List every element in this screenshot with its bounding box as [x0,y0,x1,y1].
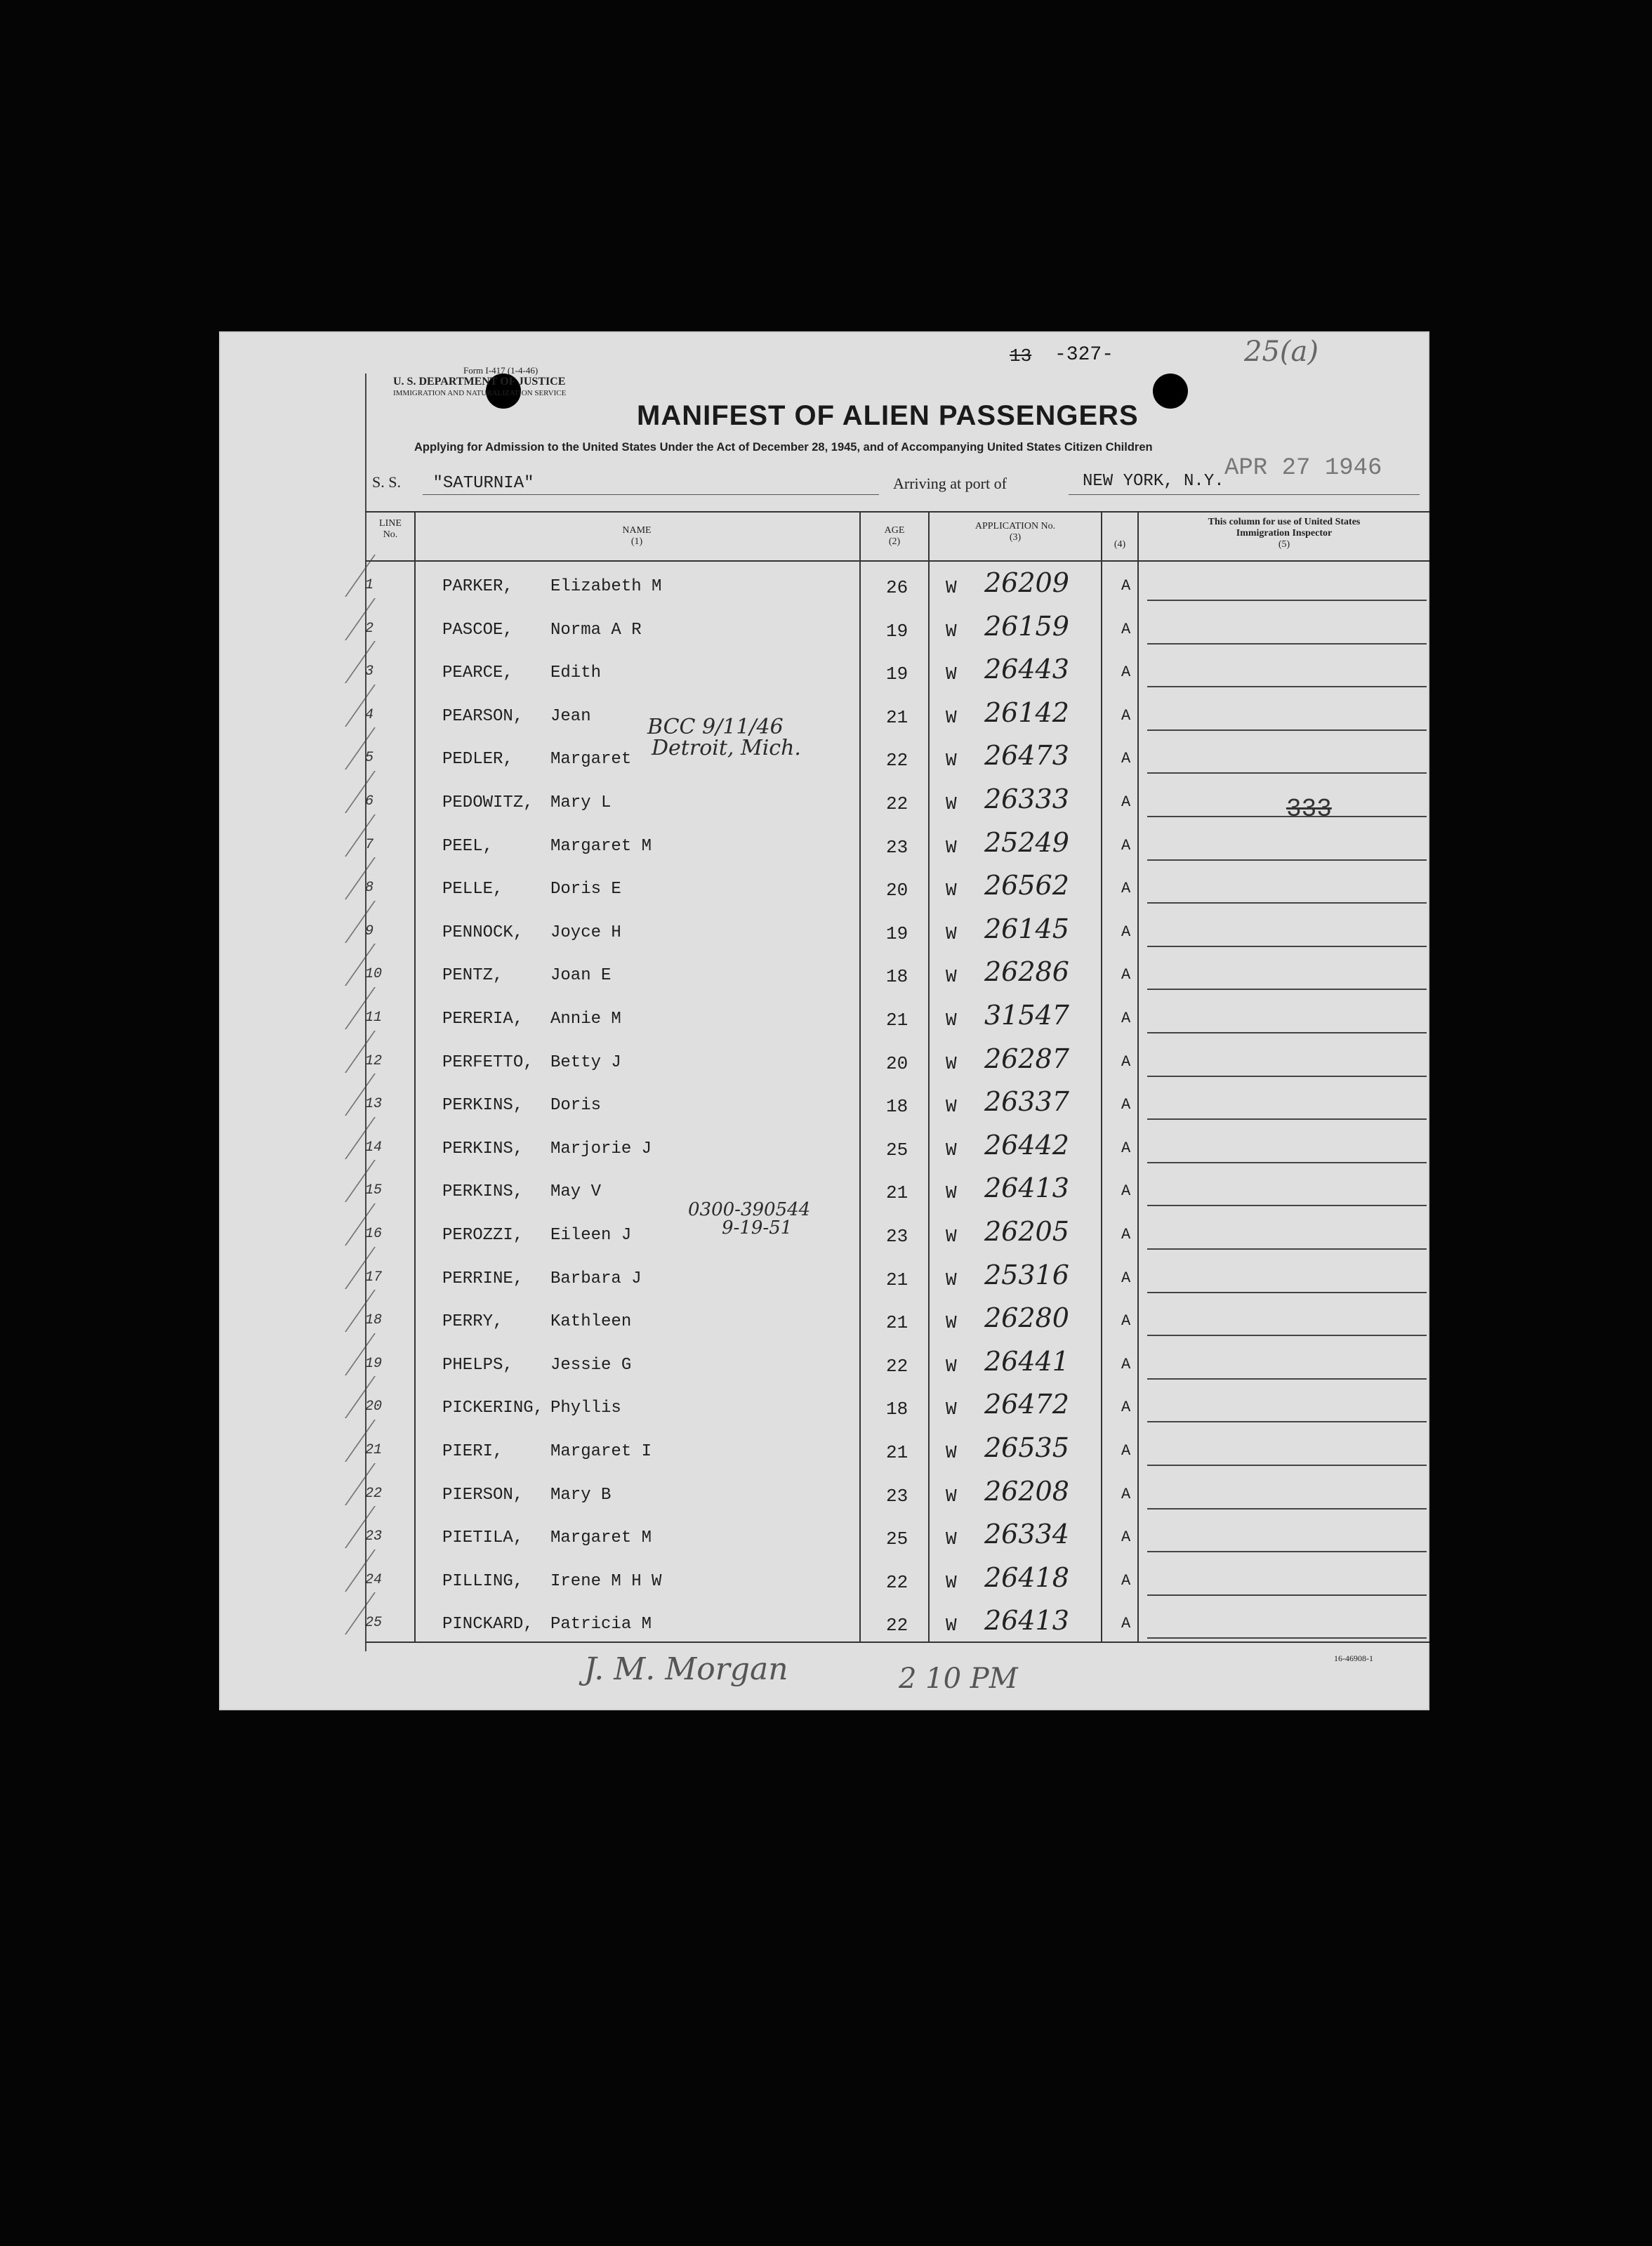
application-prefix: W [946,1399,957,1420]
passenger-given-names: Joan E [550,966,612,986]
application-prefix: W [946,1571,957,1593]
application-number: 26413 [984,1172,1069,1204]
class-code: A [1121,1528,1131,1547]
inspector-entry-line [1147,1421,1427,1422]
line-number: 24 [365,1571,383,1588]
class-code: A [1121,750,1131,768]
inspector-entry-line [1147,1118,1427,1120]
passenger-surname: PARKER, [442,577,513,596]
passenger-given-names: Annie M [550,1010,621,1029]
class-code: A [1121,966,1131,984]
application-prefix: W [946,706,957,728]
passenger-surname: PENTZ, [442,966,503,986]
application-prefix: W [946,1528,957,1550]
application-number: 26280 [984,1302,1069,1334]
application-prefix: W [946,1442,957,1463]
manifest-page [219,331,1429,1710]
line-number: 9 [365,923,374,939]
table-row [219,1601,1429,1644]
passenger-age: 21 [886,1269,908,1290]
passenger-given-names: Doris [550,1096,602,1116]
passenger-surname: PEARSON, [442,706,524,726]
passenger-given-names: Mary B [550,1485,612,1505]
passenger-given-names: Joyce H [550,923,621,942]
class-code: A [1121,836,1131,854]
line-number: 16 [365,1226,383,1242]
arrival-date-stamp: APR 27 1946 [1224,455,1382,482]
passenger-surname: PEDLER, [442,750,513,769]
note-detroit: Detroit, Mich. [652,736,801,760]
application-prefix: W [946,1182,957,1204]
class-code: A [1121,1010,1131,1027]
line-number: 12 [365,1052,383,1069]
port-label: Arriving at port of [893,475,1007,492]
page-number-struck: 13 [1010,345,1032,366]
passenger-surname: PERERIA, [442,1010,524,1029]
application-number: 26472 [984,1389,1069,1420]
passenger-given-names: Kathleen [550,1312,632,1332]
inspector-entry-line [1147,902,1427,904]
application-prefix: W [946,1052,957,1074]
passenger-age: 21 [886,1010,908,1031]
passenger-age: 22 [886,750,908,772]
passenger-age: 25 [886,1528,908,1550]
passenger-surname: PERKINS, [442,1182,524,1202]
passenger-surname: PERKINS, [442,1096,524,1116]
class-code: A [1121,923,1131,941]
application-prefix: W [946,1312,957,1334]
application-number: 26418 [984,1561,1069,1593]
line-number: 22 [365,1485,383,1502]
note-reference-date: 9-19-51 [722,1217,793,1238]
application-prefix: W [946,1010,957,1031]
passenger-surname: PINCKARD, [442,1615,534,1634]
line-number: 5 [365,750,374,767]
inspector-entry-line [1147,1465,1427,1466]
line-number: 21 [365,1442,383,1458]
passenger-age: 23 [886,1226,908,1247]
line-number: 2 [365,620,374,637]
application-number: 26442 [984,1129,1069,1161]
inspector-entry-line [1147,686,1427,687]
class-code: A [1121,706,1131,725]
passenger-given-names: Betty J [550,1052,621,1072]
passenger-surname: PEARCE, [442,663,513,683]
application-prefix: W [946,966,957,988]
passenger-age: 25 [886,1139,908,1161]
application-prefix: W [946,620,957,642]
passenger-age: 20 [886,880,908,901]
application-number: 26443 [984,654,1069,685]
application-number: 25249 [984,826,1069,858]
passenger-surname: PENNOCK, [442,923,524,942]
application-prefix: W [946,663,957,685]
application-number: 26413 [984,1605,1069,1637]
form-header [393,365,566,399]
line-number: 3 [365,663,374,680]
page-number: -327- [1055,344,1114,366]
passenger-given-names: Barbara J [550,1269,642,1288]
note-reference-number: 0300-390544 [688,1199,811,1220]
application-number: 26287 [984,1043,1069,1074]
col-head-age: AGE (2) [884,525,905,547]
col-head-inspector: This column for use of United States Immigration Inspector (5) [1208,517,1361,550]
application-prefix: W [946,1226,957,1247]
passenger-surname: PILLING, [442,1571,524,1591]
application-number: 26286 [984,956,1069,988]
passenger-surname: PIERSON, [442,1485,524,1505]
inspector-entry-line [1147,1378,1427,1380]
inspector-entry-line [1147,1551,1427,1552]
col-head-4: (4) [1114,539,1126,550]
application-number: 26142 [984,696,1069,728]
class-code: A [1121,577,1131,595]
check-mark [345,555,418,597]
application-number: 26334 [984,1519,1069,1550]
passenger-age: 22 [886,1571,908,1593]
application-number: 25316 [984,1259,1069,1290]
application-number: 26337 [984,1086,1069,1118]
application-prefix: W [946,1096,957,1118]
passenger-age: 23 [886,1485,908,1507]
line-number: 6 [365,793,374,810]
passenger-age: 20 [886,1052,908,1074]
passenger-surname: PERKINS, [442,1139,524,1158]
passenger-given-names: Mary L [550,793,612,812]
passenger-surname: PHELPS, [442,1355,513,1375]
col-head-application: APPLICATION No. (3) [974,521,1056,543]
line-number: 4 [365,706,374,723]
application-prefix: W [946,880,957,901]
line-number: 14 [365,1139,383,1156]
col-head-line: LINE No. [379,518,402,540]
class-code: A [1121,1355,1131,1373]
ship-label: S. S. [372,473,401,491]
passenger-given-names: Jessie G [550,1355,632,1375]
line-number: 11 [365,1010,383,1026]
application-number: 26159 [984,610,1069,642]
class-code: A [1121,1399,1131,1417]
passenger-given-names: Elizabeth M [550,577,662,596]
application-prefix: W [946,836,957,858]
application-number: 26205 [984,1216,1069,1247]
passenger-given-names: Norma A R [550,620,642,640]
class-code: A [1121,1052,1131,1071]
corner-note: 25(a) [1244,336,1319,368]
passenger-given-names: Doris E [550,880,621,899]
line-number: 10 [365,966,383,983]
note-bcc: BCC 9/11/46 [647,715,784,739]
passenger-given-names: Irene M H W [550,1571,662,1591]
inspector-entry-line [1147,1076,1427,1077]
application-prefix: W [946,1485,957,1507]
port-underline [1069,494,1420,495]
passenger-surname: PICKERING, [442,1399,544,1418]
inspector-entry-line [1147,859,1427,861]
inspector-entry-line [1147,1032,1427,1033]
passenger-age: 23 [886,836,908,858]
ship-name: "SATURNIA" [432,474,534,493]
application-prefix: W [946,1615,957,1637]
passenger-surname: PERRY, [442,1312,503,1332]
passenger-given-names: Patricia M [550,1615,652,1634]
passenger-age: 22 [886,793,908,814]
class-code: A [1121,1226,1131,1243]
inspector-entry-line [1147,772,1427,774]
class-code: A [1121,1615,1131,1633]
class-code: A [1121,663,1131,682]
passenger-surname: PIERI, [442,1442,503,1461]
passenger-surname: PELLE, [442,880,503,899]
application-prefix: W [946,1139,957,1161]
ship-underline [423,494,879,495]
application-number: 26441 [984,1345,1069,1377]
passenger-given-names: Margaret [550,750,632,769]
passenger-surname: PEROZZI, [442,1226,524,1245]
line-number: 15 [365,1182,383,1199]
application-number: 26208 [984,1475,1069,1507]
inspector-entry-line [1147,1292,1427,1293]
application-number: 26333 [984,784,1069,814]
class-code: A [1121,620,1131,638]
passenger-surname: PEEL, [442,836,494,856]
passenger-given-names: Margaret I [550,1442,652,1461]
col-head-name: NAME (1) [622,525,652,547]
passenger-age: 21 [886,1312,908,1334]
inspector-entry-line [1147,946,1427,947]
passenger-age: 19 [886,620,908,642]
inspector-entry-line [1147,729,1427,731]
line-number: 17 [365,1269,383,1286]
passenger-given-names: Edith [550,663,602,683]
application-prefix: W [946,577,957,598]
class-code: A [1121,1096,1131,1114]
passenger-age: 19 [886,663,908,685]
service-name: IMMIGRATION AND NATURALIZATION SERVICE [393,389,567,397]
line-number: 19 [365,1355,383,1372]
footer-code: 16-46908-1 [1334,1653,1373,1663]
line-number: 13 [365,1096,383,1113]
inspector-entry-line [1147,1508,1427,1510]
ship-line [372,473,534,493]
line-number: 23 [365,1528,383,1545]
department-name: U. S. DEPARTMENT OF JUSTICE [393,376,566,388]
passenger-given-names: Marjorie J [550,1139,652,1158]
inspector-entry-line [1147,1594,1427,1596]
class-code: A [1121,1269,1131,1287]
line-number: 25 [365,1615,383,1632]
passenger-age: 22 [886,1355,908,1377]
passenger-age: 21 [886,706,908,728]
application-number: 26209 [984,567,1069,598]
inspector-signature: J. M. Morgan [584,1651,788,1687]
passenger-surname: PIETILA, [442,1528,524,1548]
passenger-age: 21 [886,1442,908,1463]
passenger-age: 18 [886,1399,908,1420]
inspector-entry-line [1147,989,1427,990]
passenger-age: 19 [886,923,908,944]
inspector-entry-line [1147,1637,1427,1639]
passenger-age: 18 [886,1096,908,1118]
inspection-time: 2 10 PM [899,1663,1018,1695]
passenger-given-names: Phyllis [550,1399,621,1418]
inspector-entry-line [1147,1335,1427,1336]
punch-hole-top-right [1153,374,1188,409]
application-prefix: W [946,1269,957,1290]
passenger-given-names: Margaret M [550,836,652,856]
passenger-age: 18 [886,966,908,988]
passenger-age: 22 [886,1615,908,1637]
passenger-age: 21 [886,1182,908,1204]
class-code: A [1121,1485,1131,1503]
class-code: A [1121,793,1131,811]
application-number: 26562 [984,870,1069,901]
line-number: 7 [365,836,374,853]
application-number: 26535 [984,1432,1069,1463]
application-prefix: W [946,923,957,944]
passenger-surname: PERFETTO, [442,1052,534,1072]
inspector-entry-line [1147,643,1427,645]
line-number: 8 [365,880,374,897]
passenger-given-names: Jean [550,706,591,726]
passenger-age: 26 [886,577,908,598]
line-number: 1 [365,577,374,593]
port-name: NEW YORK, N.Y. [1083,472,1224,491]
inspector-number-333: 333 [1286,795,1332,824]
passenger-given-names: Margaret M [550,1528,652,1548]
class-code: A [1121,1182,1131,1201]
passenger-surname: PASCOE, [442,620,513,640]
passenger-surname: PEDOWITZ, [442,793,534,812]
application-prefix: W [946,1355,957,1377]
inspector-entry-line [1147,1162,1427,1163]
application-number: 26145 [984,913,1069,944]
table-top-rule [365,511,1429,513]
document-title: MANIFEST OF ALIEN PASSENGERS [637,400,1139,431]
inspector-entry-line [1147,1205,1427,1206]
passenger-given-names: Eileen J [550,1226,632,1245]
application-number: 31547 [984,1000,1069,1031]
application-number: 26473 [984,740,1069,772]
passenger-surname: PERRINE, [442,1269,524,1288]
application-prefix: W [946,793,957,814]
document-subtitle: Applying for Admission to the United States Under the Act of December 28, 1945, and of Accompanying United States Citizen Children [414,441,1153,454]
inspector-entry-line [1147,600,1427,601]
line-number: 20 [365,1399,383,1415]
application-prefix: W [946,750,957,772]
class-code: A [1121,1312,1131,1330]
class-code: A [1121,1139,1131,1157]
line-number: 18 [365,1312,383,1329]
inspector-entry-line [1147,1248,1427,1250]
table-header-rule [365,560,1429,562]
form-number: Form I-417 (1-4-46) [463,365,538,376]
class-code: A [1121,1442,1131,1460]
passenger-given-names: May V [550,1182,602,1202]
class-code: A [1121,1571,1131,1590]
class-code: A [1121,880,1131,898]
